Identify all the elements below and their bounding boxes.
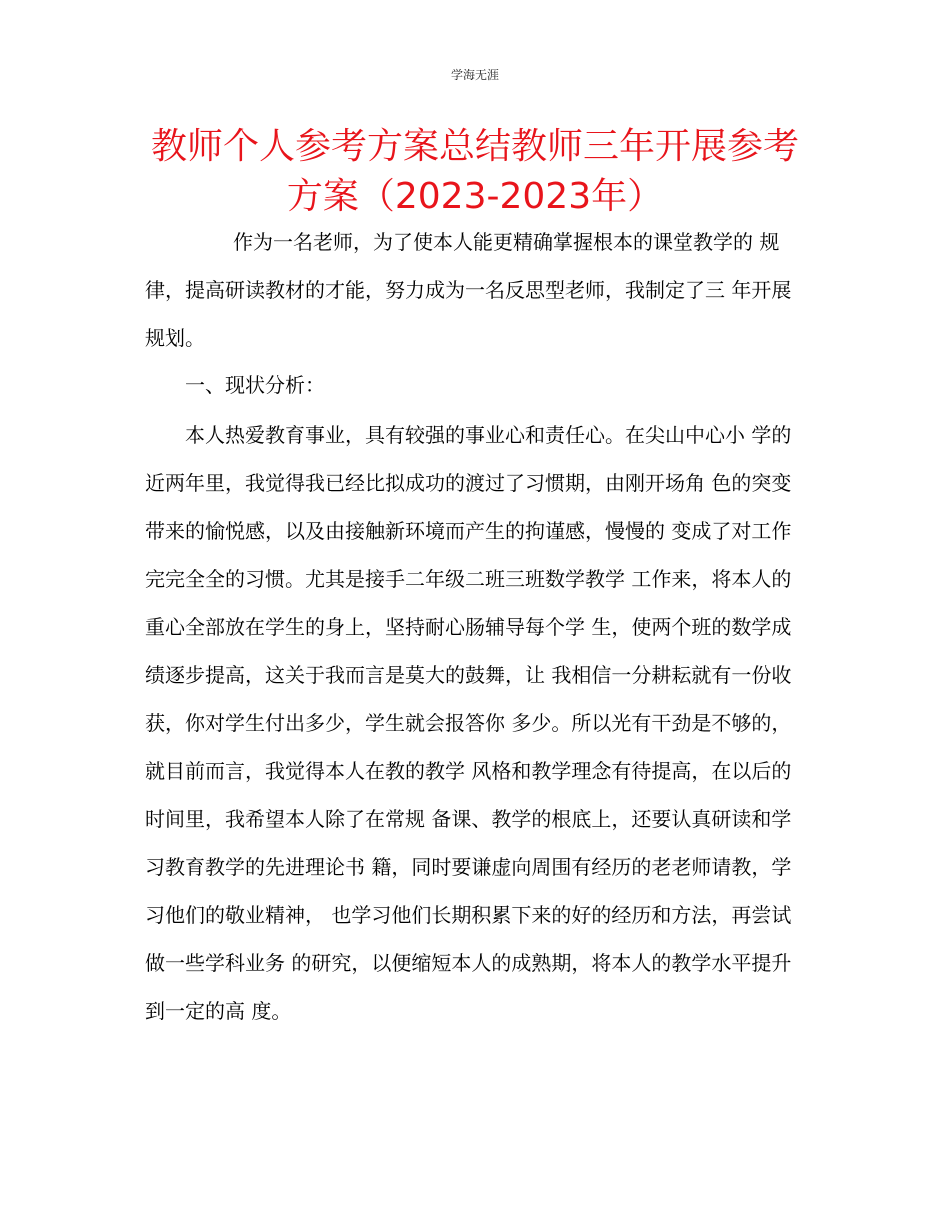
- intro-line: 年开展规划。: [145, 278, 792, 350]
- analysis-line: 生，使两个班的数学成绩逐步提高，这关于我而言是莫大的鼓舞，让: [145, 615, 792, 687]
- analysis-line: 多少。所以光有干劲是不够的，就目前而言，我觉得本人在教的教学: [145, 711, 792, 783]
- analysis-line: 学的近两年里，我觉得我已经比拟成功的渡过了习惯期，由刚开场角: [145, 423, 792, 495]
- analysis-line: 我相信一分耕耘就有一份收获，你对学生付出多少，学生就会报答你: [145, 663, 792, 735]
- analysis-line: 色的突变带来的愉悦感，以及由接触新环境而产生的拘谨感，慢慢的: [145, 471, 792, 543]
- analysis-line: 度。: [251, 999, 292, 1023]
- analysis-paragraph: [145, 411, 805, 1035]
- analysis-line: 工作来，将本人的重心全部放在学生的身上，坚持耐心肠辅导每个学: [145, 567, 792, 639]
- analysis-line: 的研究，以便缩短本人的成熟期，将本人的教学水平提升到一定的高: [145, 951, 792, 1023]
- analysis-line: 也学习他们长期积累下来的好的经历和方法，再尝试做一些学科业务: [145, 903, 792, 975]
- analysis-line: 变成了对工作完完全全的习惯。尤其是接手二年级二班三班数学教学: [145, 519, 792, 591]
- analysis-line: 籍，同时要谦虚向周围有经历的老老师请教，学习他们的敬业精神，: [145, 855, 792, 927]
- intro-line: 作为一名老师，为了使本人能更精确掌握根本的课堂教学的: [233, 230, 753, 254]
- title-line-1: 教师个人参考方案总结教师三年开展参考: [150, 126, 799, 167]
- intro-line: 规律，提高研读教材的才能，努力成为一名反思型老师，我制定了三: [145, 230, 780, 302]
- analysis-line: 风格和教学理念有待提高，在以后的时间里，我希望本人除了在常规: [145, 759, 792, 831]
- document-title: [145, 122, 805, 222]
- section-heading: [145, 361, 805, 409]
- page-header: 学海无涯: [450, 68, 499, 82]
- title-line-2: 方案（2023-2023年）: [286, 176, 664, 217]
- section-heading-text: 一、现状分析：: [185, 373, 325, 397]
- analysis-line: 本人热爱教育事业，具有较强的事业心和责任心。在尖山中心小: [185, 423, 745, 447]
- analysis-line: 备课、教学的根底上，还要认真研读和学习教育教学的先进理论书: [145, 807, 792, 879]
- intro-paragraph: [145, 218, 805, 362]
